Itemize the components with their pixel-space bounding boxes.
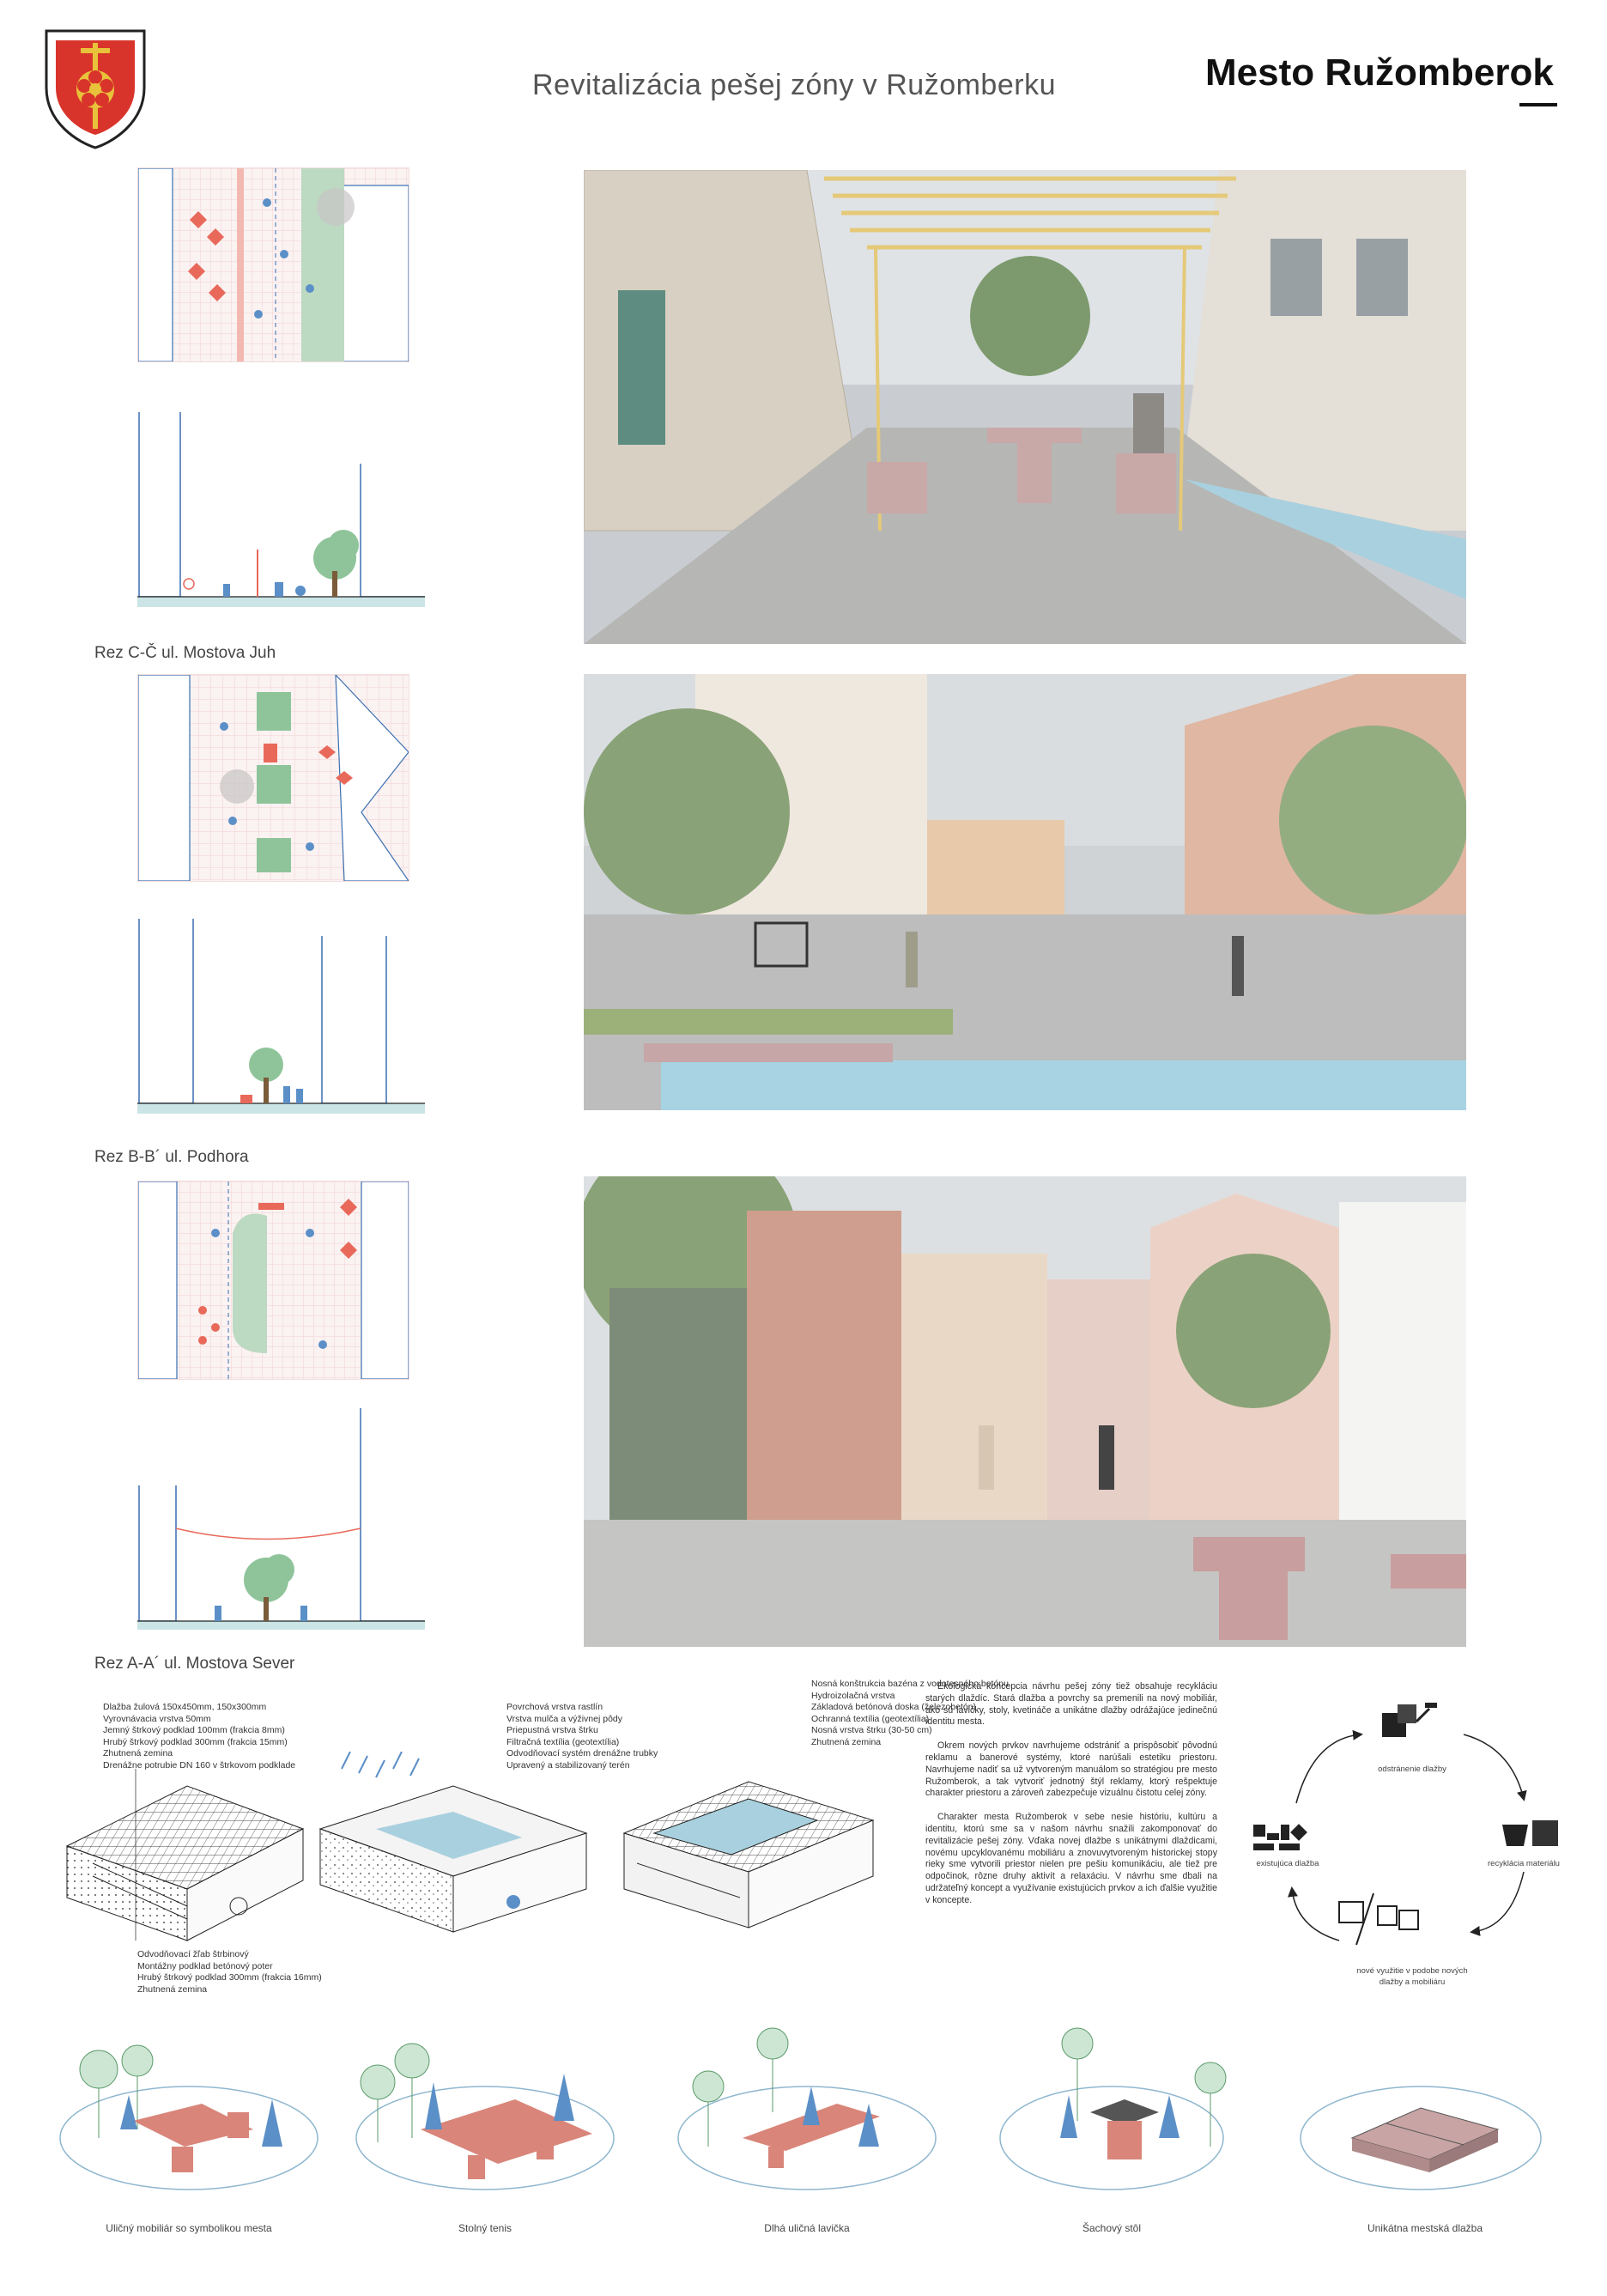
paving-removal-icon [1382, 1703, 1437, 1737]
detail-green-layers: Povrchová vrstva rastlín Vrstva mulča a výživnej pôdy Priepustná vrstva štrku Filtračná textília (geotextília) Odvodňovací systém drenážne trubky Upravený a stabilizovaný terén [506, 1702, 658, 1771]
caption-street-symbols: Uličný mobiliár so symbolikou mesta [106, 2222, 272, 2234]
concept-paragraph-3: Charakter mesta Ružomberok v sebe nesie históriu, kultúru a identitu, ktorú sme sa v našom návrhu snažili zakomponovať do revitalizácie pešej zóny. Vďaka novej dlažbe s unikátnymi dlaždicami, novému upcyklovanému mobiliáru a znovuvytvoreným historickej stopy riekу sme vytvorili priestor nielen pre pešiu komunikáciu, ale tiež pre odpočinok, rôzne druhy aktivít a relaxáciu. V návrhu sme dbali na udržateľný koncept a využívanie existujúcich prvkov a ich ďalšie využitie v koncepte. [925, 1812, 1217, 1905]
furniture-street-symbols [56, 2009, 322, 2211]
caption-long-bench: Dlhá uličná lavička [764, 2222, 850, 2234]
cycle-label-new-use-2: dlažby a mobiliáru [1379, 1977, 1446, 1987]
recycling-material-icon [1502, 1820, 1558, 1846]
visualization-mostova-sever [584, 1176, 1466, 1647]
concept-paragraph-1: Ekologická koncepcia návrhu pešej zóny tiež obsahuje recykláciu starých dlaždíc. Stará dlažba a povrchy sa premenili na nový mobiliár, ako sú lavičky, stoly, kvetináče a unikátne dlažby odrážajúce jedinečnú identitu mesta. [925, 1681, 1217, 1728]
pool-axonometric-detail [620, 1752, 877, 1932]
green-strip-axonometric-detail [316, 1752, 591, 1936]
cycle-label-new-use-1: nové využitie v podobe nových [1356, 1966, 1468, 1976]
plan-podhora [137, 674, 409, 882]
caption-table-tennis: Stolný tenis [458, 2222, 512, 2234]
section-drawing-a [137, 1400, 425, 1631]
section-label-c: Rez C-Č ul. Mostova Juh [94, 644, 276, 662]
city-crest-logo [43, 27, 148, 151]
detail-paving-layers: Dlažba žulová 150x450mm, 150x300mm Vyrovnávacia vrstva 50mm Jemný štrkový podklad 100mm (frakcia 8mm) Hrubý štrkový podklad 300mm (frakcia 15mm) Zhutnená zemina Drenážne potrubie DN 160 v štrkovom podklade [103, 1702, 296, 1771]
brand-underline [1519, 103, 1557, 106]
new-use-icon [1339, 1893, 1418, 1945]
plan-mostova-sever [137, 1181, 409, 1380]
concept-paragraph-2: Okrem nových prvkov navrhujeme odstrániť a prispôsobiť pôvodnú reklamu a banerové systémy, ktoré narúšali estetiku priestoru. Navrhujeme nadiť sa už vytvoreným manuálom so stratégiou pre mesto Ružomberok, a tak vytvoriť jednotný štýl reklamy, ktorý rešpektuje charakter priestoru a zároveň zabezpečuje vizuálnu čistotu celej zóny. [925, 1740, 1217, 1799]
plan-mostova-juh [137, 167, 409, 362]
page-title: Revitalizácia pešej zóny v Ružomberku [532, 69, 1056, 101]
detail-pool-layers: Nosná konštrukcia bazéna z vodotesného betónu Hydroizolačná vrstva Základová betónová doska (železobetón) Ochranná textília (geotextília) Nosná vrstva štrku (30-50 cm) Zhutnená zemina [811, 1679, 1009, 1747]
visualization-mostova-juh [584, 170, 1466, 644]
existing-paving-icon [1253, 1824, 1307, 1850]
detail-paving-drain-layers: Odvodňovací žľab štrbinový Montážny podklad betónový poter Hrubý štrkový podklad 300mm (frakcia 16mm) Zhutnená zemina [137, 1949, 322, 1995]
furniture-long-bench [674, 2009, 940, 2211]
brand-wordmark: Mesto Ružomberok [1205, 52, 1554, 94]
cycle-label-removal: odstránenie dlažby [1378, 1765, 1446, 1774]
paving-axonometric-detail [58, 1769, 307, 1949]
section-drawing-c [137, 404, 425, 640]
caption-chess-table: Šachový stôl [1082, 2222, 1142, 2234]
visualization-podhora [584, 674, 1466, 1110]
cycle-label-existing: existujúca dlažba [1256, 1859, 1319, 1868]
furniture-unique-paving [1292, 2009, 1558, 2211]
concept-text [925, 1681, 1217, 1919]
section-label-b: Rez B-B´ ul. Podhora [94, 1148, 249, 1166]
cycle-label-recycling: recyklácia materiálu [1488, 1859, 1560, 1868]
furniture-table-tennis [352, 2009, 618, 2211]
caption-unique-paving: Unikátna mestská dlažba [1367, 2222, 1483, 2234]
section-drawing-b [137, 902, 425, 1138]
furniture-chess-table [979, 2009, 1245, 2211]
recycling-cycle-diagram [1245, 1696, 1571, 1988]
section-label-a: Rez A-A´ ul. Mostova Sever [94, 1655, 295, 1673]
